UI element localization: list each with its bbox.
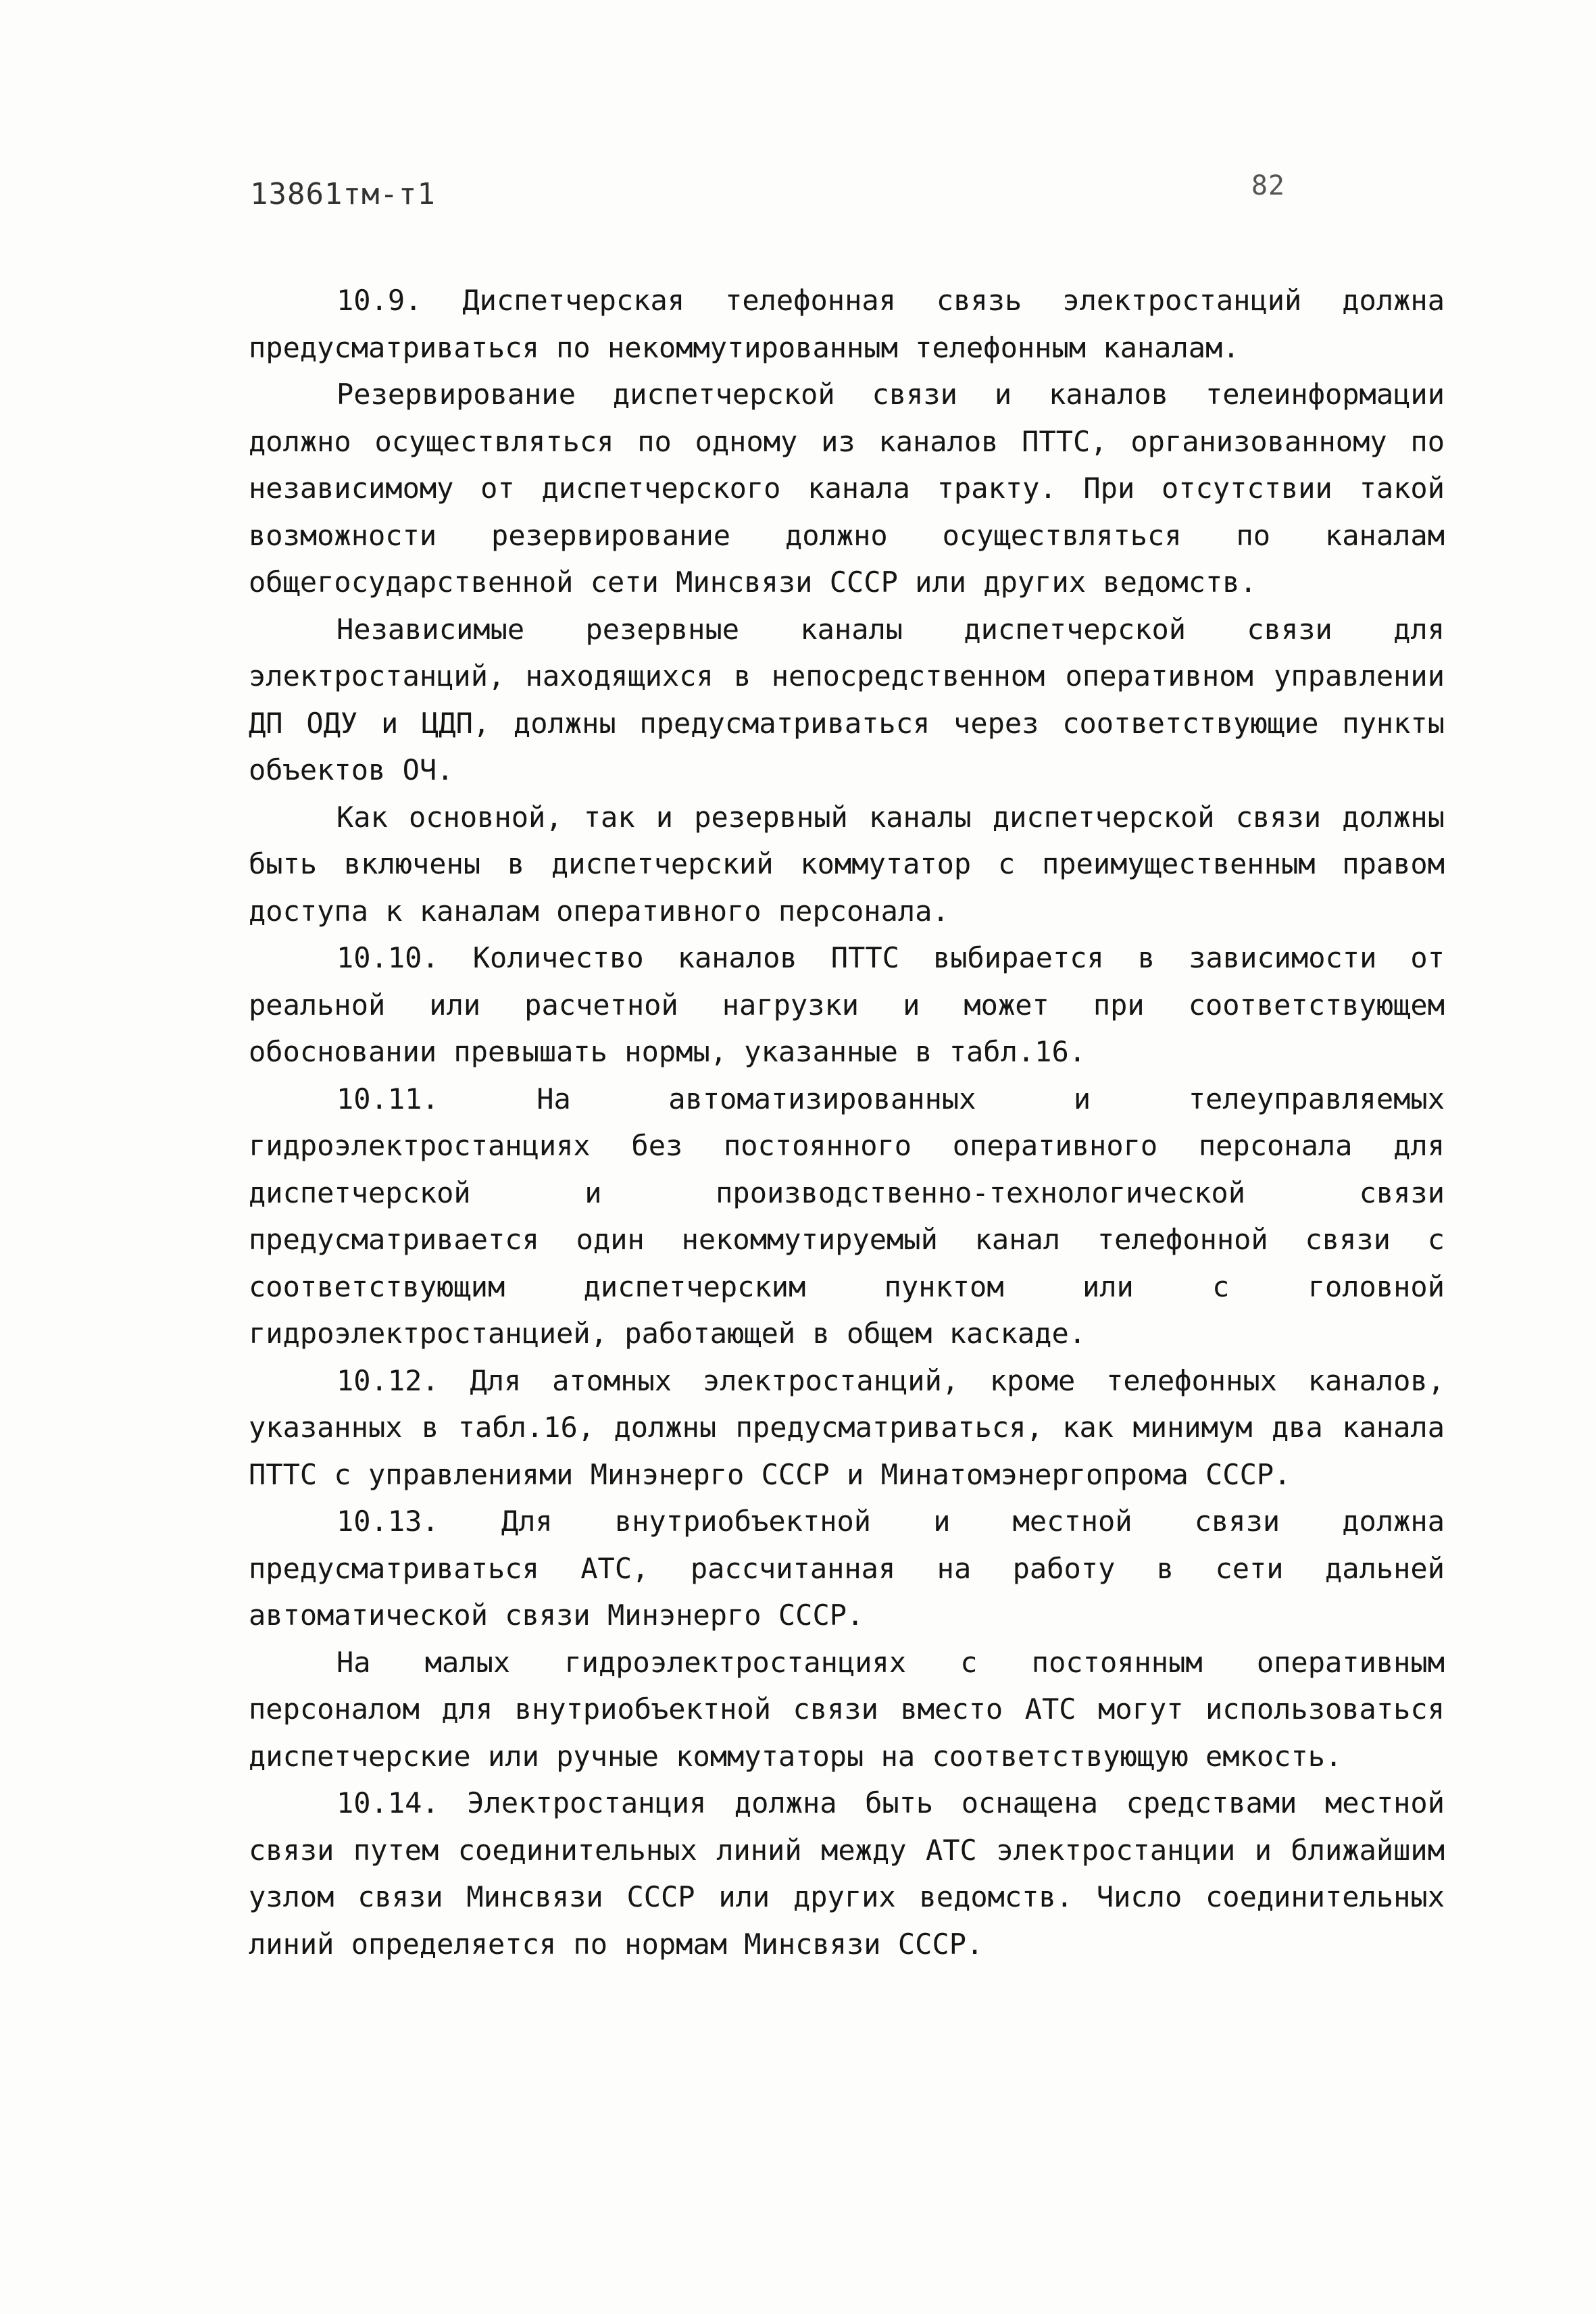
body-text: [249, 277, 1445, 1967]
document-code: 13861тм-т1: [250, 177, 436, 211]
paragraph-independent-channels: Независимые резервные каналы диспетчерской связи для электростанций, находящихся в непосредственном оперативном управлении ДП ОДУ и ЦДП, должны предусматриваться через соответствующие пункты объектов ОЧ.: [249, 612, 1445, 786]
page-number: 82: [1251, 170, 1285, 201]
paragraph-10-12: 10.12. Для атомных электростанций, кроме телефонных каналов, указанных в табл.16, должны предусматриваться, как минимум два канала ПТТС с управлениями Минэнерго СССР и Минатомэнергопрома СССР.: [249, 1363, 1445, 1491]
paragraph-10-11: 10.11. На автоматизированных и телеуправляемых гидроэлектростанциях без постоянного оперативного персонала для диспетчерской и производственно-технологической связи предусматривается один некоммутируемый канал телефонной связи с соответствующим диспетчерским пунктом или с головной гидроэлектростанцией, работающей в общем каскаде.: [249, 1082, 1445, 1350]
paragraph-reserve-channels: Резервирование диспетчерской связи и каналов телеинформации должно осуществляться по одному из каналов ПТТС, организованному по независимому от диспетчерского канала тракту. При отсутствии такой возможности резервирование должно осуществляться по каналам общегосударственной сети Минсвязи СССР или других ведомств.: [249, 378, 1445, 599]
paragraph-10-13: 10.13. Для внутриобъектной и местной связи должна предусматриваться АТС, рассчитанная на работу в сети дальней автоматической связи Минэнерго СССР.: [249, 1505, 1445, 1632]
paragraph-10-9: 10.9. Диспетчерская телефонная связь электростанций должна предусматриваться по некоммутированным телефонным каналам.: [249, 284, 1445, 364]
paragraph-main-reserve: Как основной, так и резервный каналы диспетчерской связи должны быть включены в диспетчерский коммутатор с преимущественным правом доступа к каналам оперативного персонала.: [249, 800, 1445, 928]
paragraph-10-14: 10.14. Электростанция должна быть оснащена средствами местной связи путем соединительных линий между АТС электростанции и ближайшим узлом связи Минсвязи СССР или других ведомств. Число соединительных линий определяется по нормам Минсвязи СССР.: [249, 1786, 1445, 1961]
paragraph-10-10: 10.10. Количество каналов ПТТС выбирается в зависимости от реальной или расчетной нагрузки и может при соответствующем обосновании превышать нормы, указанные в табл.16.: [249, 941, 1445, 1068]
paragraph-small-hpp: На малых гидроэлектростанциях с постоянным оперативным персоналом для внутриобъектной связи вместо АТС могут использоваться диспетчерские или ручные коммутаторы на соответствующую емкость.: [249, 1645, 1445, 1773]
page-header: [250, 170, 1285, 218]
